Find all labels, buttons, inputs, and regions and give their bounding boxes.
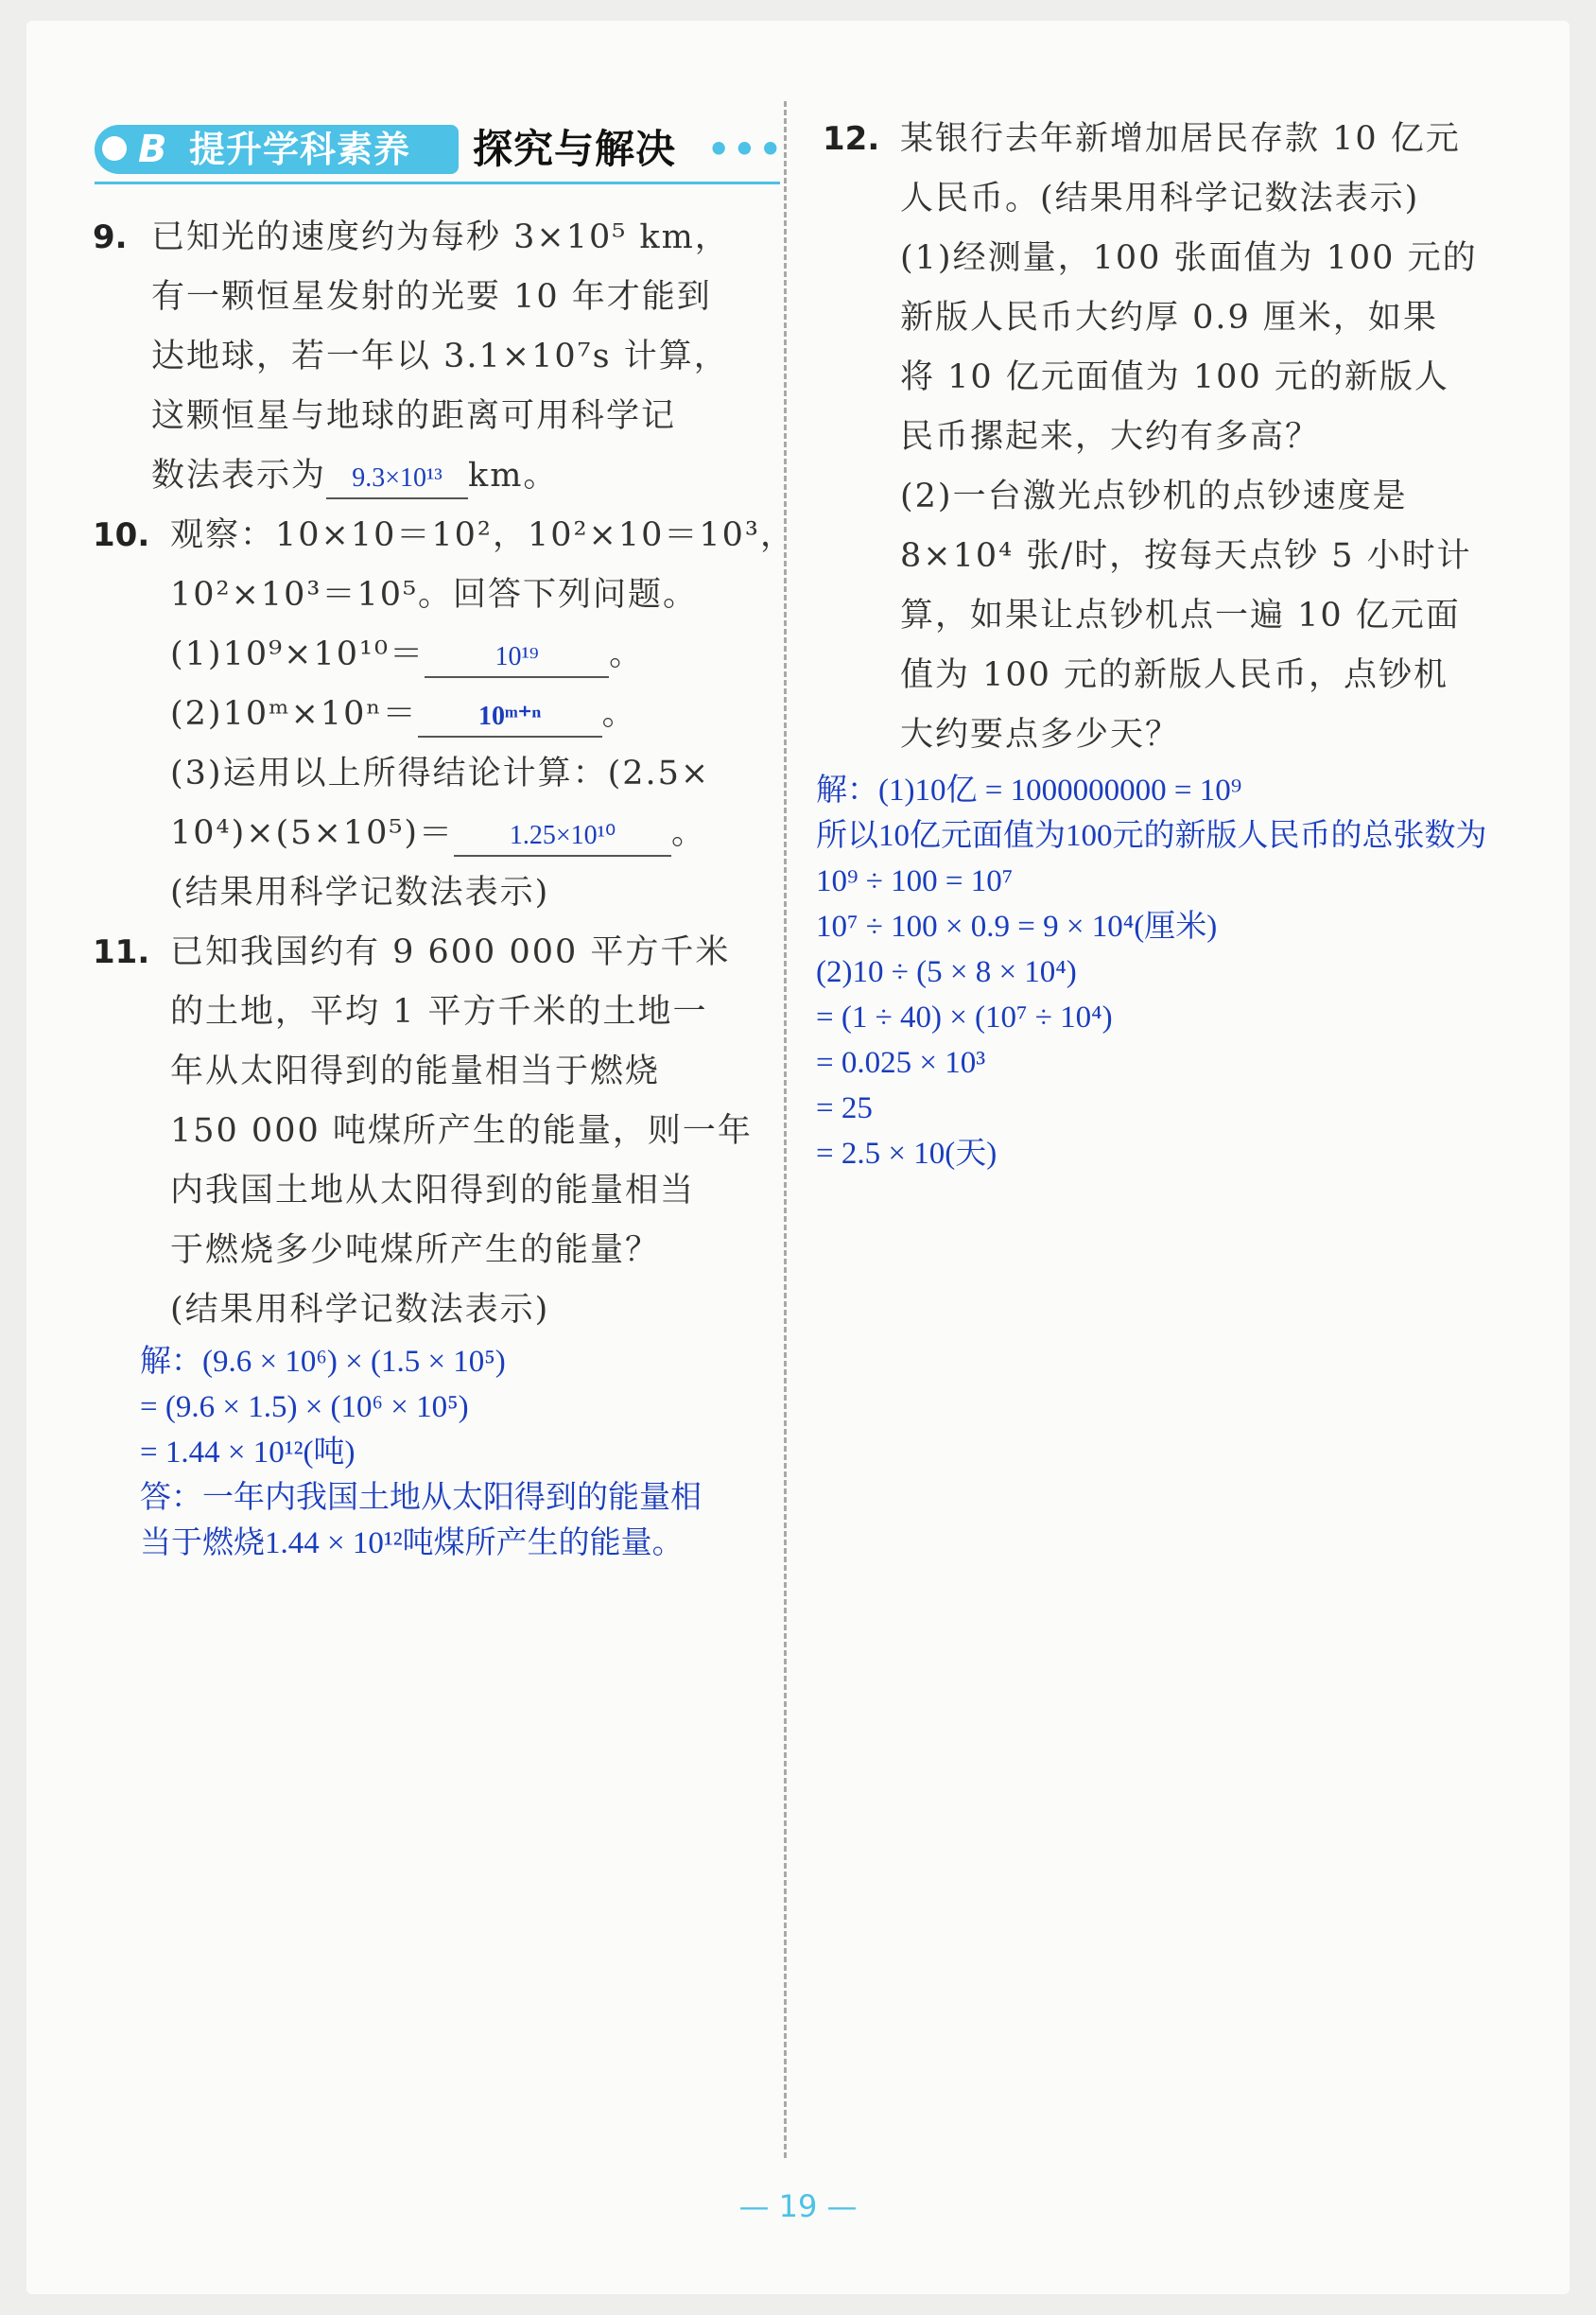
question-12-line-11: 大约要点多少天？ <box>900 716 1181 754</box>
section-label: 提升学科素养 <box>189 129 411 170</box>
question-11-line-6: 于燃烧多少吨煤所产生的能量？ <box>170 1231 661 1269</box>
part-1-answer: 10¹⁹ <box>425 638 609 678</box>
section-title: 探究与解决 <box>473 126 677 172</box>
question-10-note: (结果用科学记数法表示) <box>170 874 550 912</box>
question-12-line-6: 民币摞起来，大约有多高？ <box>900 418 1321 456</box>
badge-dot-icon <box>102 136 127 161</box>
question-11-line-5: 内我国土地从太阳得到的能量相当 <box>170 1172 696 1210</box>
question-12-solution-2: 所以10亿元面值为100元的新版人民币的总张数为 <box>816 819 1487 853</box>
section-letter: B <box>138 128 167 171</box>
question-11-solution-2: = (9.6 × 1.5) × (10⁶ × 10⁵) <box>140 1390 469 1424</box>
question-12-solution-6: = (1 ÷ 40) × (10⁷ ÷ 10⁴) <box>816 1001 1113 1035</box>
question-10-part-1 <box>170 625 644 685</box>
question-10-line-1: 观察：10×10＝10²，10²×10＝10³， <box>170 516 795 554</box>
question-9-answer: 9.3×10¹³ <box>326 460 468 499</box>
part-2-text: (2)10ᵐ×10ⁿ＝ <box>170 695 418 733</box>
question-9-line-5 <box>151 446 558 506</box>
question-10-line-2: 10²×10³＝10⁵。回答下列问题。 <box>170 576 699 614</box>
question-11-solution-1: 解：(9.6 × 10⁶) × (1.5 × 10⁵) <box>140 1345 506 1379</box>
question-11-solution-4: 答：一年内我国土地从太阳得到的能量相 <box>140 1481 702 1515</box>
question-11-line-3: 年从太阳得到的能量相当于燃烧 <box>170 1053 661 1090</box>
question-12-line-1: 某银行去年新增加居民存款 10 亿元 <box>900 120 1461 158</box>
question-9-text: 数法表示为 <box>151 457 327 495</box>
section-header <box>95 115 785 191</box>
question-12-solution-4: 10⁷ ÷ 100 × 0.9 = 9 × 10⁴(厘米) <box>816 910 1218 944</box>
question-12-number: 12. <box>823 120 880 158</box>
question-12-solution-8: = 25 <box>816 1091 873 1125</box>
question-12-solution-5: (2)10 ÷ (5 × 8 × 10⁴) <box>816 955 1077 989</box>
part-2-end: 。 <box>601 695 637 733</box>
question-12-solution-3: 10⁹ ÷ 100 = 10⁷ <box>816 864 1014 898</box>
question-12-solution-1: 解：(1)10亿 = 1000000000 = 10⁹ <box>816 774 1242 808</box>
question-10-part-3-line-1: (3)运用以上所得结论计算：(2.5× <box>170 755 711 792</box>
question-12-solution-7: = 0.025 × 10³ <box>816 1046 986 1080</box>
column-divider <box>784 101 787 2158</box>
part-1-text: (1)10⁹×10¹⁰＝ <box>170 635 425 673</box>
question-12-line-7: (2)一台激光点钞机的点钞速度是 <box>900 478 1408 515</box>
question-11-line-2: 的土地，平均 1 平方千米的土地一 <box>170 993 708 1031</box>
worksheet-page <box>26 21 1570 2294</box>
question-9-line-3: 达地球，若一年以 3.1×10⁷s 计算， <box>151 338 729 375</box>
question-12-line-4: 新版人民币大约厚 0.9 厘米，如果 <box>900 299 1438 337</box>
question-10-number: 10. <box>93 516 150 554</box>
question-12-line-10: 值为 100 元的新版人民币，点钞机 <box>900 656 1449 694</box>
header-rule <box>95 182 780 184</box>
question-11-solution-5: 当于燃烧1.44 × 10¹²吨煤所产生的能量。 <box>140 1526 684 1560</box>
question-12-line-3: (1)经测量，100 张面值为 100 元的 <box>900 239 1478 277</box>
page-number: — 19 — <box>738 2188 858 2224</box>
question-9-unit: km。 <box>468 457 559 495</box>
question-10-part-2 <box>170 685 637 744</box>
question-12-solution-9: = 2.5 × 10(天) <box>816 1137 998 1171</box>
question-9-number: 9. <box>93 218 128 256</box>
question-12-line-9: 算，如果让点钞机点一遍 10 亿元面 <box>900 597 1461 635</box>
question-9-line-1: 已知光的速度约为每秒 3×10⁵ km， <box>151 218 730 256</box>
part-2-answer: 10ᵐ⁺ⁿ <box>418 698 602 738</box>
question-9-line-4: 这颗恒星与地球的距离可用科学记 <box>151 397 677 435</box>
part-3-text: 10⁴)×(5×10⁵)＝ <box>170 814 455 852</box>
question-9-line-2: 有一颗恒星发射的光要 10 年才能到 <box>151 278 712 316</box>
ellipsis-dots-icon: ••• <box>707 129 785 170</box>
part-3-answer: 1.25×10¹⁰ <box>454 817 671 857</box>
question-11-line-1: 已知我国约有 9 600 000 平方千米 <box>170 933 731 971</box>
part-3-end: 。 <box>671 814 707 852</box>
question-10-part-3-line-2 <box>170 804 706 863</box>
question-11-line-7: (结果用科学记数法表示) <box>170 1291 550 1329</box>
question-12-line-5: 将 10 亿元面值为 100 元的新版人 <box>900 358 1449 396</box>
question-12-line-8: 8×10⁴ 张/时，按每天点钞 5 小时计 <box>900 537 1472 575</box>
question-11-solution-3: = 1.44 × 10¹²(吨) <box>140 1436 356 1470</box>
question-11-line-4: 150 000 吨煤所产生的能量，则一年 <box>170 1112 753 1150</box>
question-12-line-2: 人民币。(结果用科学记数法表示) <box>900 180 1420 218</box>
question-11-number: 11. <box>93 933 150 971</box>
part-1-end: 。 <box>609 635 645 673</box>
